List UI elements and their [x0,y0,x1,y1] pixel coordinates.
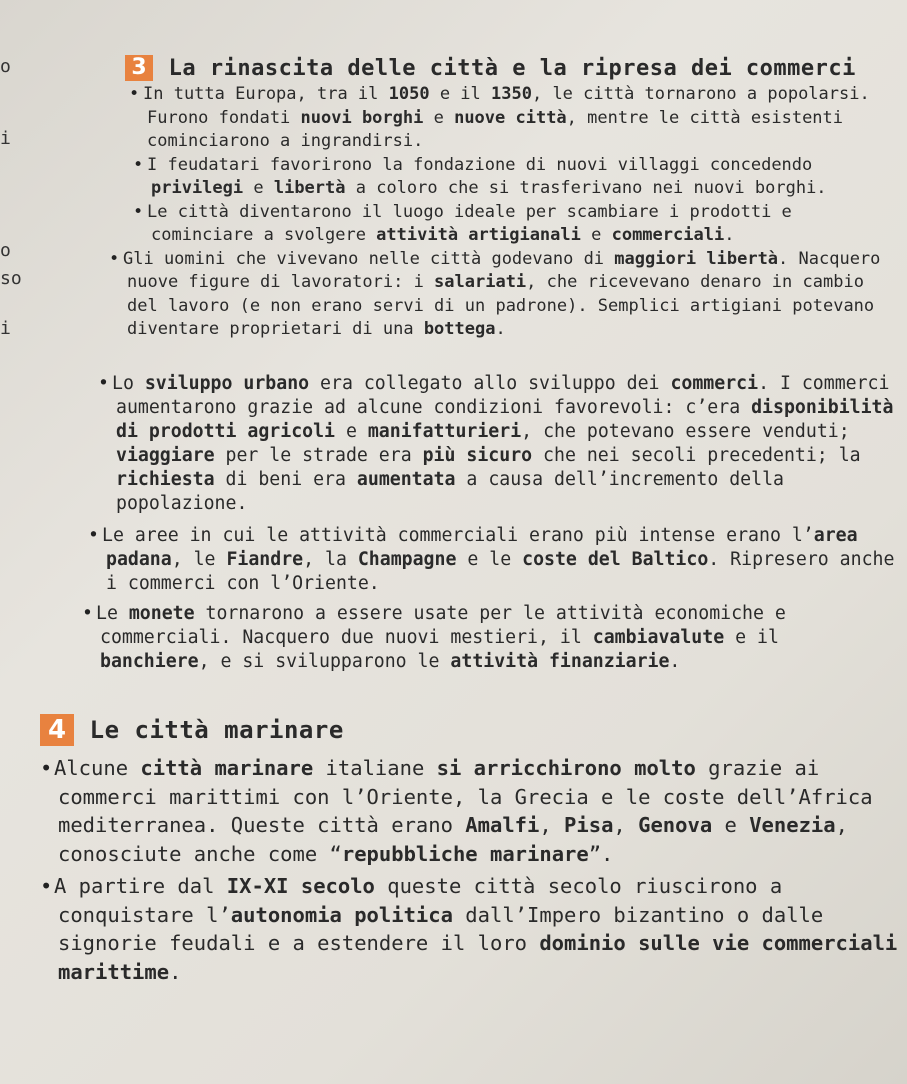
bullet-icon: • [88,525,99,546]
bullet-icon: • [129,84,140,104]
bullet-icon: • [109,248,120,269]
margin-fragment: i [0,128,11,149]
section-title: Le città marinare [89,716,344,744]
section-number-badge: 4 [40,714,74,746]
economic-development-block [82,372,898,674]
paragraph: • Lo sviluppo urbano era collegato allo sviluppo dei commerci. I commerci aumentarono grazie ad alcune condizioni favorevoli: c’era disponibilità di prodotti agricoli e manifatturieri, che potevano essere venduti; viaggiare per le strade era più sicuro che nei secoli precedenti; la richiesta di beni era aumentata a causa dell’incremento della popolazione. [98,373,894,514]
section-4-heading [40,714,898,746]
paragraph: • Gli uomini che vivevano nelle città godevano di maggiori libertà. Nacquero nuove figure di lavoratori: i salariati, che ricevevano denaro in cambio del lavoro (e non erano servi di un padrone). Semplici artigiani potevano diventare proprietari di una bottega. [109,248,881,339]
bullet-icon: • [133,154,144,175]
margin-fragment: so [0,268,22,289]
paragraph: • Le città diventarono il luogo ideale per scambiare i prodotti e cominciare a svolgere attività artigianali e commerciali. [133,201,792,245]
margin-fragment: o [0,56,11,77]
margin-fragment: o [0,240,11,261]
paragraph: •Alcune città marinare italiane si arricchirono molto grazie ai commerci marittimi con l’Oriente, la Grecia e le coste dell’Africa mediterranea. Queste città erano Amalfi, Pisa, Genova e Venezia, conosciute anche come “repubbliche marinare”. [40,756,873,866]
bullet-icon: • [98,373,109,394]
paragraph: • I feudatari favorirono la fondazione di nuovi villaggi concedendo privilegi e libertà a coloro che si trasferivano nei nuovi borghi. [133,154,827,198]
section-4 [40,714,898,986]
paragraph: • In tutta Europa, tra il 1050 e il 1350, le città tornarono a popolarsi. Furono fondati nuovi borghi e nuove città, mentre le città esistenti cominciarono a ingrandirsi. [129,84,870,151]
section-number-badge: 3 [125,55,153,81]
paragraph: • Le aree in cui le attività commerciali erano più intense erano l’area padana, le Fiandre, la Champagne e le coste del Baltico. Ripresero anche i commerci con l’Oriente. [88,525,895,594]
bullet-icon: • [40,874,53,898]
bullet-icon: • [133,201,144,222]
margin-fragment: i [0,318,11,339]
bullet-icon: • [82,603,93,624]
paragraph: • Le monete tornarono a essere usate per le attività economiche e commerciali. Nacquero due nuovi mestieri, il cambiavalute e il banchiere, e si svilupparono le attività finanziarie. [82,603,786,672]
bullet-icon: • [40,756,53,780]
section-title: La rinascita delle città e la ripresa dei commerci [168,55,856,81]
section-3 [109,55,895,342]
paragraph: •A partire dal IX-XI secolo queste città secolo riuscirono a conquistare l’autonomia politica dall’Impero bizantino o dalle signorie feudali e a estendere il loro dominio sulle vie commerciali marittime. [40,874,898,984]
section-3-heading [125,55,895,81]
